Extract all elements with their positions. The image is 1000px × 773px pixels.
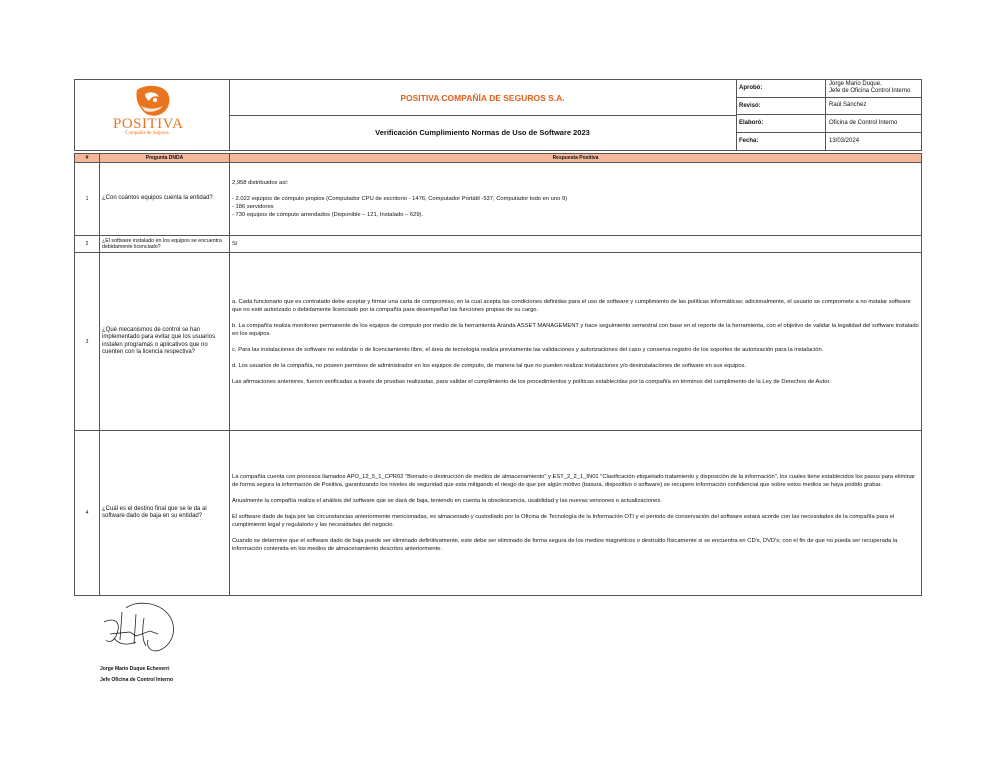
col-header-answer: Respuesta Positiva — [230, 154, 922, 163]
answer-paragraph: c. Para las instalaciones de software no estándar o de licenciamiento libre, el área de tecnología realiza previamente las validaciones y autorizaciones del caso y conserva registro de los soportes de autorización para la instalación. — [232, 346, 824, 353]
row-number: 4 — [75, 431, 100, 596]
row-question: ¿Cuál es el destino final que se le da al software dado de baja en su entidad? — [100, 431, 230, 596]
list-item: - 2.022 equipos de cómputo propios (Computador CPU de escritorio - 1476, Computador Portátil -537, Computador todo en uno 9) — [232, 196, 568, 202]
row-question: ¿Qué mecanismos de control se han implementado para evitar que los usuarios instalen programas o aplicativos que no cuenten con la licencia respectiva? — [100, 253, 230, 431]
col-header-question: Pregunta DNDA — [100, 154, 230, 163]
approver-role: Jefe de Oficina Control Interno — [829, 88, 911, 95]
table-row — [75, 236, 922, 253]
row-number: 1 — [75, 163, 100, 236]
list-item: - 186 servidores — [232, 204, 274, 210]
verification-table — [74, 153, 922, 596]
list-item: - 730 equipos de cómputo arrendados (Disponible – 121, Instalado – 629). — [232, 212, 424, 218]
meta-value: Raúl Sánchez — [829, 102, 867, 109]
row-number: 3 — [75, 253, 100, 431]
document-subtitle: Verificación Cumplimiento Normas de Uso de Software 2023 — [229, 115, 737, 150]
answer-paragraph: La compañía cuenta con procesos llamados APO_12_5_1_CPR02 "Borrado o destrucción de medios de almacenamiento" y EST_2_2_1_IN01 "Clasificación etiquetado tratamiento y disposición de la información", los cuales tiene establecidos los pasos para eliminar de forma segura la información de Positiva, garantizando los niveles de seguridad que esta mitigando el riesgo de que por algún motivo (basura, dispositivo o software) se recupere información confidencial que sobre estos medios se haya podido grabar. — [232, 474, 915, 488]
answer-paragraph: b. La compañía realiza monitoreo permanente de los equipos de computo por medio de la herramienta Aranda ASSET MANAGEMENT y hace seguimiento semestral con base en el reporte de la herramienta, con el objetivo de validar la legalidad del software instalado en los equipos. — [232, 322, 919, 337]
answer-paragraph: El software dado de baja por las circunstancias anteriormente mencionadas, es almacenado y custodiado por la Oficina de Tecnología de la Información OTI y el periodo de conservación del software estará acorde con las necesidades de la compañía para el cumplimiento legal y regulatorio y las necesidades del negocio. — [232, 514, 895, 528]
row-number: 2 — [75, 236, 100, 253]
signer-name: Jorge Mario Duque Echeverri — [100, 666, 170, 672]
meta-value: Oficina de Control Interno — [829, 119, 898, 126]
row-question: ¿Con cuántos equipos cuenta la entidad? — [100, 163, 230, 236]
answer-paragraph: a. Cada funcionario que es contratado debe aceptar y firmar una carta de compromiso, en la cual acepta las condiciones definidas para el uso de software y cumplimiento de las políticas informáticas; adicionalmente, el usuario se compromete a no instalar software que no esté autorizado o debidamente licenciado por la compañía para desempeñar las funciones propias de su cargo. — [232, 298, 911, 313]
logo-cell — [75, 80, 230, 150]
signer-role: Jefe Oficina de Control Interno — [100, 677, 174, 683]
row-answer — [230, 431, 922, 596]
meta-value — [826, 80, 921, 97]
company-title: POSITIVA COMPAÑÍA DE SEGUROS S.A. — [229, 80, 737, 116]
meta-row-reviewed — [736, 98, 921, 116]
meta-row-prepared — [736, 115, 921, 133]
company-logo-icon — [75, 80, 229, 150]
meta-row-approved — [736, 80, 921, 98]
meta-label: Elaboró: — [736, 115, 826, 132]
handwritten-signature-icon — [96, 600, 186, 662]
approval-meta — [736, 80, 921, 150]
meta-label: Revisó: — [736, 98, 826, 115]
logo-wordmark: POSITIVA — [113, 116, 184, 132]
table-row — [75, 431, 922, 596]
row-question: ¿El software instalado en los equipos se encuentra debidamente licenciado? — [100, 236, 230, 253]
logo-tagline: Compañía de Seguros — [125, 131, 169, 136]
answer-intro: 2,958 distribuidos así: — [232, 180, 289, 186]
answer-paragraph: Cuando se determine que el software dado de baja puede ser eliminado definitivamente, este debe ser eliminado de forma segura de los medios magnéticos o destruido físicamente si se encuentra en CD's, DVD's; con el fin de que no pueda ser recuperada la información contenida en los medios de almacenamiento descritos anteriormente. — [232, 538, 898, 552]
approver-name: Jorge Mario Duque. — [829, 81, 882, 88]
col-header-number: # — [75, 154, 100, 163]
table-row — [75, 163, 922, 236]
meta-label: Fecha: — [736, 133, 826, 151]
row-answer — [230, 253, 922, 431]
answer-paragraph: Las afirmaciones anteriores, fueron verificadas a través de pruebas realizadas, para validar el cumplimiento de los procedimientos y políticas establecidas por la compañía en términos del cumplimento de la Ley de Derechos de Autor. — [232, 378, 831, 385]
answer-paragraph: Anualmente la compañía realiza el análisis del software que se dará de baja, teniendo en cuenta la obsolescencia, usabilidad y las nuevas versiones o actualizaciones. — [232, 498, 662, 504]
table-header-row — [75, 154, 922, 163]
meta-value: 13/03/2024 — [829, 137, 860, 144]
meta-label: Aprobó: — [736, 80, 826, 97]
table-row — [75, 253, 922, 431]
document-header — [74, 79, 922, 151]
row-answer — [230, 163, 922, 236]
answer-list — [232, 195, 919, 219]
answer-paragraph: d. Los usuarios de la compañía, no poseen permisos de administrador en los equipos de computo, de manera tal que no pueden realizar instalaciones y/o desinstalaciones de software en sus equipos. — [232, 362, 746, 369]
row-answer: Sí — [230, 236, 922, 253]
meta-row-date — [736, 133, 921, 151]
